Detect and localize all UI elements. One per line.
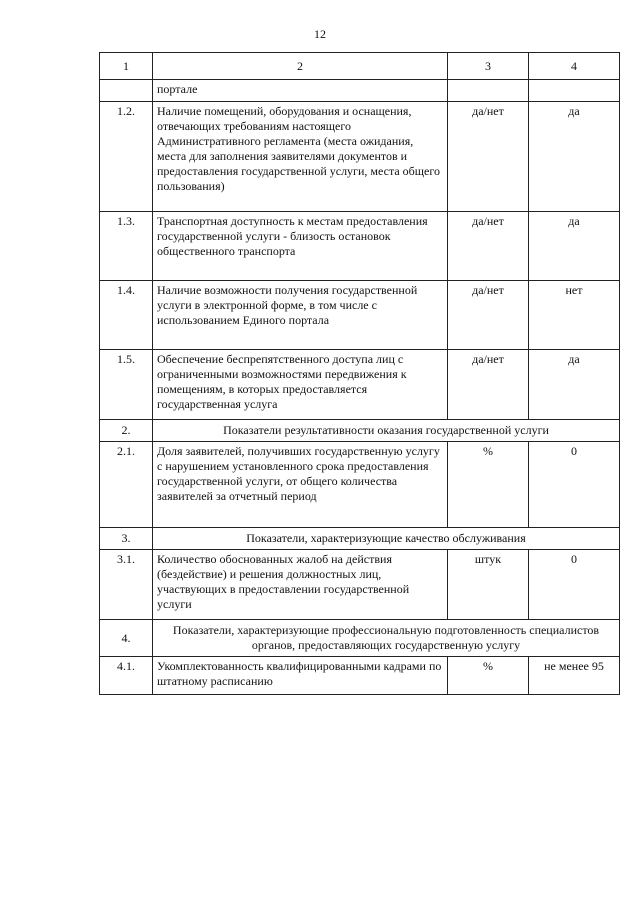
section-number: 4.	[100, 620, 153, 657]
page-number: 12	[314, 27, 326, 41]
row-value	[529, 80, 620, 102]
row-description: портале	[153, 80, 448, 102]
section-row	[100, 528, 620, 550]
row-unit: да/нет	[448, 102, 529, 212]
column-header: 1	[100, 53, 153, 80]
row-unit: да/нет	[448, 281, 529, 350]
row-value: да	[529, 350, 620, 420]
row-number: 1.2.	[100, 102, 153, 212]
row-number	[100, 80, 153, 102]
column-header: 2	[153, 53, 448, 80]
row-description: Укомплектованность квалифицированными кадрами по штатному расписанию	[153, 657, 448, 695]
column-header: 3	[448, 53, 529, 80]
row-number: 4.1.	[100, 657, 153, 695]
table-row	[100, 80, 620, 102]
table-row	[100, 442, 620, 528]
row-number: 1.5.	[100, 350, 153, 420]
row-description: Доля заявителей, получивших государственную услугу с нарушением установленного срока предоставления государственной услуги, от общего количества заявителей за отчетный период	[153, 442, 448, 528]
section-number: 2.	[100, 420, 153, 442]
row-description: Обеспечение беспрепятственного доступа лиц с ограниченными возможностями передвижения к помещениям, в которых предоставляется государственная услуга	[153, 350, 448, 420]
row-unit: да/нет	[448, 350, 529, 420]
row-unit: %	[448, 657, 529, 695]
row-value: 0	[529, 442, 620, 528]
indicators-table	[99, 52, 620, 695]
table-header-row	[100, 53, 620, 80]
section-title: Показатели, характеризующие профессиональную подготовленность специалистов органов, предоставляющих государственную услугу	[153, 620, 620, 657]
section-number: 3.	[100, 528, 153, 550]
table-row	[100, 281, 620, 350]
section-title: Показатели, характеризующие качество обслуживания	[153, 528, 620, 550]
section-title: Показатели результативности оказания государственной услуги	[153, 420, 620, 442]
section-row	[100, 420, 620, 442]
row-number: 1.3.	[100, 212, 153, 281]
row-number: 2.1.	[100, 442, 153, 528]
table-row	[100, 212, 620, 281]
row-unit	[448, 80, 529, 102]
row-number: 3.1.	[100, 550, 153, 620]
row-value: да	[529, 212, 620, 281]
row-unit: штук	[448, 550, 529, 620]
row-value: 0	[529, 550, 620, 620]
table-row	[100, 657, 620, 695]
row-number: 1.4.	[100, 281, 153, 350]
table-row	[100, 350, 620, 420]
row-value: да	[529, 102, 620, 212]
table-row	[100, 102, 620, 212]
column-header: 4	[529, 53, 620, 80]
row-unit: %	[448, 442, 529, 528]
row-description: Транспортная доступность к местам предоставления государственной услуги - близость остановок общественного транспорта	[153, 212, 448, 281]
row-unit: да/нет	[448, 212, 529, 281]
row-description: Количество обоснованных жалоб на действия (бездействие) и решения должностных лиц, участвующих в предоставлении государственной услуги	[153, 550, 448, 620]
row-value: нет	[529, 281, 620, 350]
row-value: не менее 95	[529, 657, 620, 695]
row-description: Наличие помещений, оборудования и оснащения, отвечающих требованиям настоящего Административного регламента (места ожидания, места для заполнения заявителями документов и предоставления государственной услуги, места общего пользования)	[153, 102, 448, 212]
section-row	[100, 620, 620, 657]
table-row	[100, 550, 620, 620]
row-description: Наличие возможности получения государственной услуги в электронной форме, в том числе с использованием Единого портала	[153, 281, 448, 350]
